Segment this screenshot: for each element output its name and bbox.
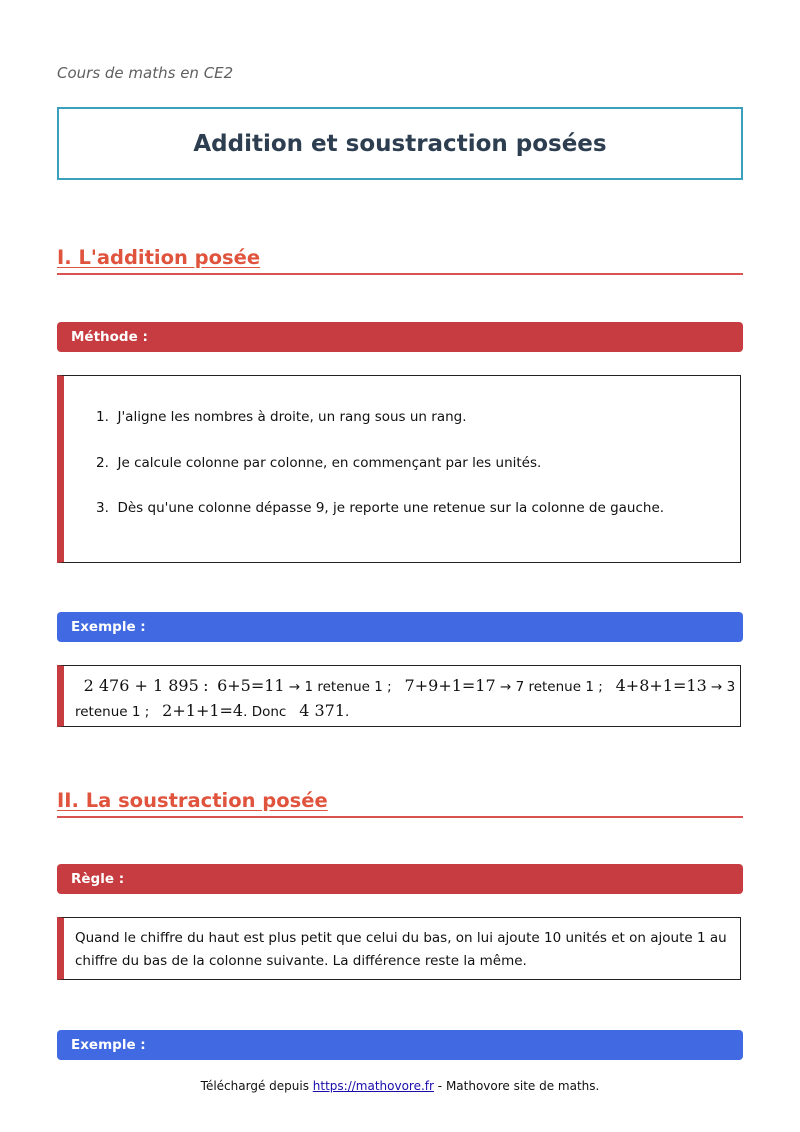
title-box bbox=[57, 107, 743, 180]
step-text: Dès qu'une colonne dépasse 9, je reporte une retenue sur la colonne de gauche. bbox=[117, 500, 665, 516]
example-text: → 3 bbox=[711, 679, 736, 695]
example-line-1 bbox=[75, 674, 740, 699]
footer-prefix: Téléchargé depuis bbox=[200, 1079, 309, 1093]
rule-line-2: chiffre du bas de la colonne suivante. La différence reste la même. bbox=[75, 953, 527, 969]
math-separator: : bbox=[203, 676, 209, 695]
example-text: retenue 1 ; bbox=[75, 704, 150, 720]
example-text: . Donc bbox=[243, 704, 287, 720]
example-text: . bbox=[345, 704, 350, 720]
course-subtitle: Cours de maths en CE2 bbox=[57, 64, 234, 82]
method-banner bbox=[57, 322, 743, 352]
footer bbox=[0, 1079, 800, 1093]
example-banner-addition bbox=[57, 612, 743, 642]
example-banner-subtraction bbox=[57, 1030, 743, 1060]
math-expression: 4+8+1=13 bbox=[615, 676, 707, 695]
step-number: 2. bbox=[96, 455, 109, 471]
method-step-1 bbox=[96, 409, 467, 425]
math-expression: 7+9+1=17 bbox=[404, 676, 496, 695]
rule-banner bbox=[57, 864, 743, 894]
step-text: J'aligne les nombres à droite, un rang sous un rang. bbox=[117, 409, 467, 425]
example-text: → 1 retenue 1 ; bbox=[288, 679, 392, 695]
section-heading-subtraction bbox=[57, 789, 743, 818]
example-box-addition bbox=[57, 665, 741, 727]
example-label: Exemple : bbox=[71, 619, 146, 635]
math-expression: 2 476 + 1 895 bbox=[83, 676, 199, 695]
footer-link[interactable]: https://mathovore.fr bbox=[312, 1079, 434, 1093]
step-number: 3. bbox=[96, 500, 109, 516]
example-label: Exemple : bbox=[71, 1037, 146, 1053]
method-label: Méthode : bbox=[71, 329, 148, 345]
method-step-2 bbox=[96, 455, 541, 471]
section-title-subtraction: II. La soustraction posée bbox=[57, 789, 328, 812]
rule-box bbox=[57, 917, 741, 980]
page-title: Addition et soustraction posées bbox=[193, 130, 607, 157]
example-text: → 7 retenue 1 ; bbox=[499, 679, 603, 695]
section-heading-addition bbox=[57, 246, 743, 275]
method-box bbox=[57, 375, 741, 563]
math-expression: 2+1+1=4 bbox=[162, 701, 244, 720]
section-title-addition: I. L'addition posée bbox=[57, 246, 261, 269]
rule-line-1: Quand le chiffre du haut est plus petit que celui du bas, on lui ajoute 10 unités et on ajoute 1 au bbox=[75, 930, 727, 946]
step-text: Je calcule colonne par colonne, en commençant par les unités. bbox=[117, 455, 542, 471]
method-step-3 bbox=[96, 500, 664, 516]
math-expression: 6+5=11 bbox=[217, 676, 285, 695]
rule-label: Règle : bbox=[71, 871, 125, 887]
step-number: 1. bbox=[96, 409, 109, 425]
example-line-2 bbox=[75, 699, 740, 724]
footer-suffix: - Mathovore site de maths. bbox=[437, 1079, 600, 1093]
math-result: 4 371 bbox=[299, 701, 346, 720]
